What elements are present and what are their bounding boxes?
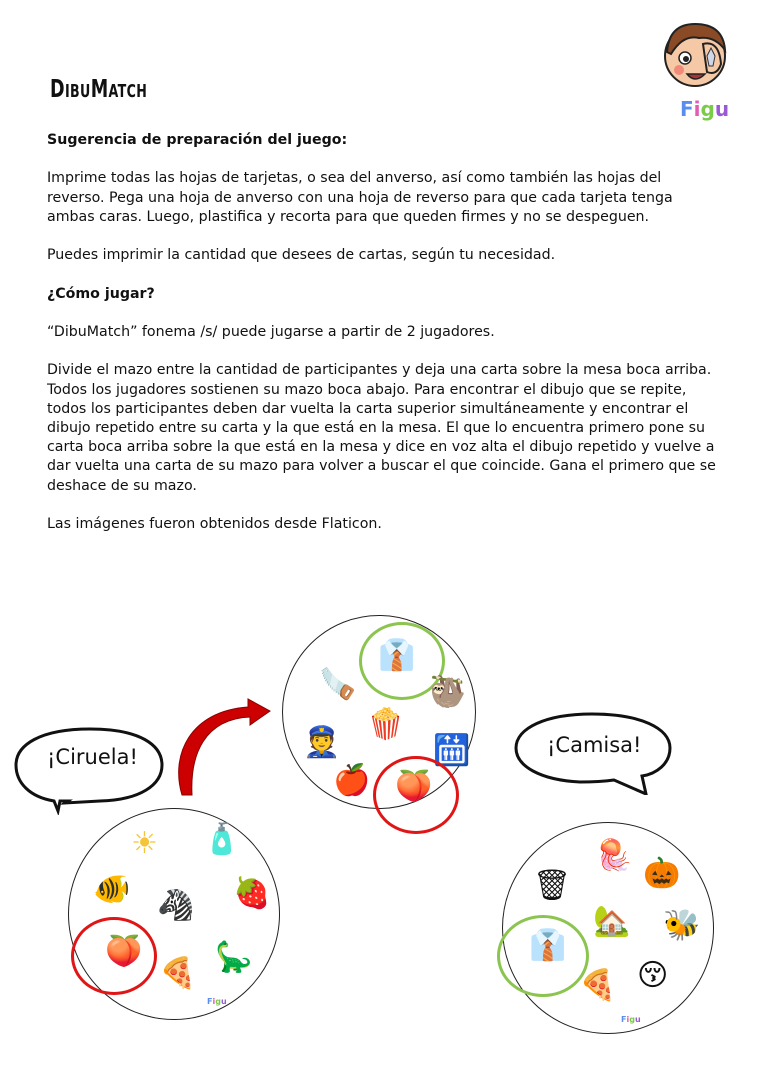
pumpkin-icon: 🎃 <box>643 856 681 891</box>
match-ring-plum <box>71 917 157 995</box>
sloth-icon: 🦥 <box>429 675 467 710</box>
sun-icon: ☀ <box>131 826 158 861</box>
elevator-icon: 🛗 <box>433 733 471 768</box>
kiss-emoji-icon: 😚 <box>637 958 669 993</box>
saw-icon: 🪚 <box>319 667 357 702</box>
card-left <box>68 808 280 1020</box>
card-right <box>502 822 714 1034</box>
bubble-right-text: ¡Camisa! <box>547 733 642 757</box>
curved-arrow-icon <box>160 695 280 805</box>
howto-intro: “DibuMatch” fonema /s/ puede jugarse a partir de 2 jugadores. <box>47 323 495 340</box>
plum-icon: 🍑 <box>395 769 433 804</box>
match-ring-shirt <box>497 915 589 997</box>
game-illustration <box>0 580 760 1080</box>
pizza-icon: 🍕 <box>579 968 617 1003</box>
speech-bubble-left <box>10 725 170 815</box>
house-icon: 🏡 <box>593 904 631 939</box>
credits: Las imágenes fueron obtenidos desde Flaticon. <box>47 515 382 532</box>
match-ring-plum <box>373 756 459 834</box>
apple-icon: 🍎 <box>333 763 371 798</box>
mustard-icon: 🧴 <box>203 822 241 857</box>
prep-heading: Sugerencia de preparación del juego: <box>47 132 348 148</box>
howto-heading: ¿Cómo jugar? <box>47 285 155 302</box>
firefly-icon: 🐝 <box>663 908 701 943</box>
jellyfish-icon: 🪼 <box>595 838 633 873</box>
bubble-left-text: ¡Ciruela! <box>47 745 138 769</box>
prep-note: Puedes imprimir la cantidad que desees de cartas, según tu necesidad. <box>47 247 556 264</box>
card-center <box>282 615 476 809</box>
howto-paragraph: Divide el mazo entre la cantidad de participantes y deja una carta sobre la mesa boca arriba. Todos los jugadores sostienen su mazo boca abajo. Para encontrar el dibujo que se repite, todos los participantes deben dar vuelta la carta superior simultáneamente y encontrar el dibujo repetido entre su carta y la que está en la mesa. El que lo encuentra primero pone su carta boca arriba sobre la que está en la mesa y dice en voz alta el dibujo repetido y vuelve a dar vuelta una carta de su mazo para volver a buscar el que coincide. Gana el primero que se deshace de su mazo. <box>47 362 716 494</box>
instructions <box>47 131 717 534</box>
zebra-icon: 🦓 <box>157 888 195 923</box>
police-officer-icon: 👮 <box>303 725 341 760</box>
shirt-icon: 👔 <box>529 928 567 963</box>
raspberry-icon: 🍓 <box>233 876 271 911</box>
page-title: DibuMatch <box>50 74 148 103</box>
card-watermark: Figu <box>207 997 227 1006</box>
dinosaur-icon: 🦕 <box>215 940 253 975</box>
pizza-icon: 🍕 <box>159 956 197 991</box>
popcorn-icon: 🍿 <box>367 707 405 742</box>
card-watermark: Figu <box>621 1015 641 1024</box>
fish-icon: 🐠 <box>93 872 131 907</box>
prep-paragraph: Imprime todas las hojas de tarjetas, o sea del anverso, así como también las hojas del reverso. Pega una hoja de anverso con una hoja de reverso para que cada tarjeta tenga ambas caras. Luego, plastifica y recorta para que queden firmes y no se despeguen. <box>47 170 673 225</box>
figu-logo-text: Figu <box>680 97 730 121</box>
trash-can-icon: 🗑 <box>533 868 572 903</box>
plum-icon: 🍑 <box>105 934 143 969</box>
shirt-icon: 👔 <box>378 638 416 673</box>
